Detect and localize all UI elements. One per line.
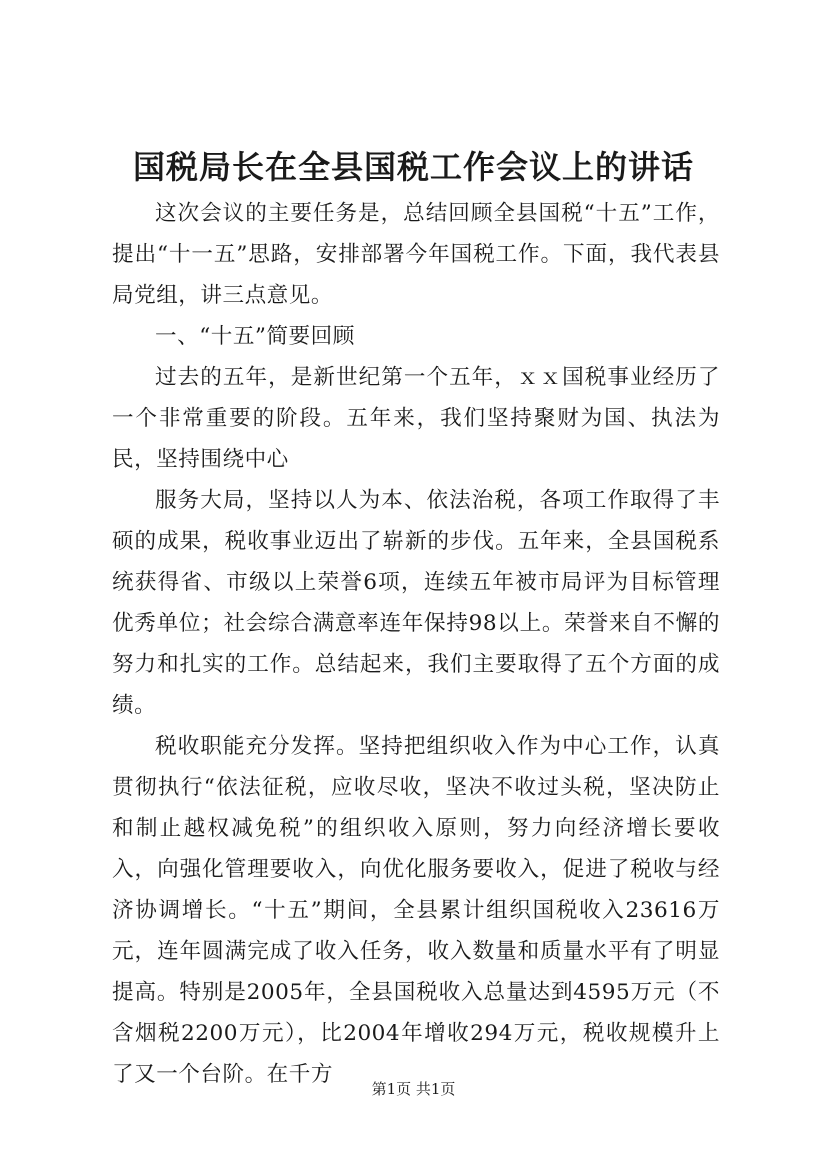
paragraph-achievements: 服务大局，坚持以人为本、依法治税，各项工作取得了丰硕的成果，税收事业迈出了崭新的步伐。五年来，全县国税系统获得省、市级以上荣誉6项，连续五年被市局评为目标管理优秀单位；社会综合满意率连年保持98以上。荣誉来自不懈的努力和扎实的工作。总结起来，我们主要取得了五个方面的成绩。 bbox=[112, 488, 720, 718]
document-body bbox=[112, 193, 720, 1095]
paragraph-intro: 这次会议的主要任务是，总结回顾全县国税“十五”工作，提出“十一五”思路，安排部署今年国税工作。下面，我代表县局党组，讲三点意见。 bbox=[112, 201, 720, 308]
paragraph-review: 过去的五年，是新世纪第一个五年，ｘｘ国税事业经历了一个非常重要的阶段。五年来，我们坚持聚财为国、执法为民，坚持围绕中心 bbox=[112, 365, 720, 472]
page-footer: 第1页 共1页 bbox=[371, 1080, 456, 1098]
document-title: 国税局长在全县国税工作会议上的讲话 bbox=[132, 148, 694, 186]
section-heading: 一、“十五”简要回顾 bbox=[155, 324, 355, 349]
paragraph-tax-function: 税收职能充分发挥。坚持把组织收入作为中心工作，认真贯彻执行“依法征税，应收尽收，坚决不收过头税，坚决防止和制止越权减免税”的组织收入原则，努力向经济增长要收入，向强化管理要收入，向优化服务要收入，促进了税收与经济协调增长。“十五”期间，全县累计组织国税收入23616万元，连年圆满完成了收入任务，收入数量和质量水平有了明显提高。特别是2005年，全县国税收入总量达到4595万元（不含烟税2200万元），比2004年增收294万元，税收规模升上了又一个台阶。在千方 bbox=[112, 734, 720, 1087]
